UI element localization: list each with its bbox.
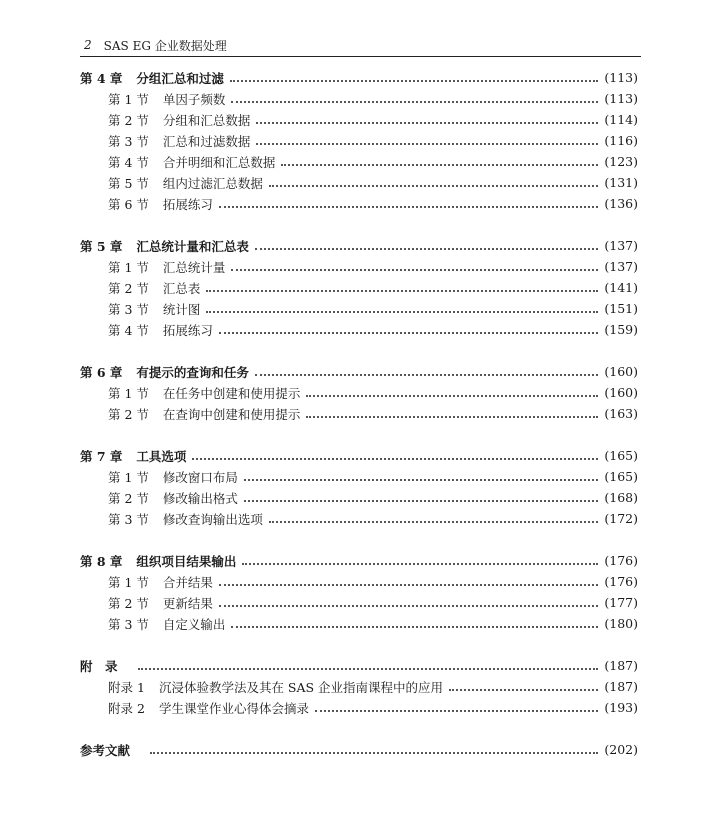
- toc-section-entry[interactable]: [80, 193, 638, 214]
- toc-section-entry[interactable]: [80, 508, 638, 529]
- dot-leader: [256, 122, 598, 124]
- dot-leader: [192, 458, 598, 460]
- toc-entry-number: 第 1 节: [108, 91, 149, 107]
- toc-spacer: [80, 634, 638, 655]
- dot-leader: [231, 626, 598, 628]
- toc-spacer: [80, 718, 638, 739]
- toc-entry-title: 汇总统计量和汇总表: [136, 238, 249, 254]
- toc-entry-number: 附录 1: [108, 679, 145, 695]
- toc-entry-number: 第 3 节: [108, 511, 149, 527]
- toc-entry-title: 学生课堂作业心得体会摘录: [158, 700, 309, 716]
- toc-entry-number: 第 6 章: [80, 364, 123, 380]
- toc-entry-number: 第 1 节: [108, 574, 149, 590]
- toc-entry-page: (123): [604, 154, 638, 169]
- dot-leader: [255, 248, 598, 250]
- dot-leader: [256, 143, 598, 145]
- dot-leader: [449, 689, 598, 691]
- toc-entry-page: (193): [604, 700, 638, 715]
- toc-entry-number: 第 6 节: [108, 196, 149, 212]
- toc-entry-number: 第 2 节: [108, 280, 149, 296]
- toc-entry-page: (163): [604, 406, 638, 421]
- dot-leader: [242, 563, 598, 565]
- toc-entry-page: (168): [604, 490, 638, 505]
- dot-leader: [231, 101, 598, 103]
- toc-entry-page: (165): [604, 469, 638, 484]
- toc-entry-page: (159): [604, 322, 638, 337]
- toc-entry-title: 汇总统计量: [162, 259, 226, 275]
- table-of-contents: [80, 67, 638, 760]
- page-number: 2: [84, 38, 92, 52]
- toc-spacer: [80, 214, 638, 235]
- toc-entry-number: 第 5 节: [108, 175, 149, 191]
- toc-entry-page: (113): [604, 91, 638, 106]
- toc-entry-number: 第 3 节: [108, 301, 149, 317]
- toc-entry-title: 合并明细和汇总数据: [162, 154, 276, 170]
- toc-entry-title: 有提示的查询和任务: [136, 364, 249, 380]
- dot-leader: [244, 479, 598, 481]
- toc-entry-title: 合并结果: [162, 574, 213, 590]
- toc-entry-title: 沉浸体验教学法及其在 SAS 企业指南课程中的应用: [158, 679, 444, 695]
- toc-entry-number: 参考文献: [80, 742, 131, 758]
- toc-section-entry[interactable]: [80, 676, 638, 697]
- toc-entry-title: 拓展练习: [162, 196, 213, 212]
- toc-entry-page: (137): [604, 259, 638, 274]
- toc-entry-page: (113): [604, 70, 638, 85]
- toc-entry-page: (160): [604, 364, 638, 379]
- toc-entry-number: 第 7 章: [80, 448, 123, 464]
- toc-entry-title: 工具选项: [136, 448, 187, 464]
- toc-section-entry[interactable]: [80, 487, 638, 508]
- dot-leader: [306, 395, 598, 397]
- dot-leader: [244, 500, 598, 502]
- dot-leader: [281, 164, 598, 166]
- dot-leader: [206, 311, 598, 313]
- toc-entry-number: 第 1 节: [108, 259, 149, 275]
- toc-chapter-entry[interactable]: [80, 550, 638, 571]
- toc-section-entry[interactable]: [80, 277, 638, 298]
- toc-spacer: [80, 424, 638, 445]
- toc-entry-page: (136): [604, 196, 638, 211]
- dot-leader: [206, 290, 598, 292]
- toc-chapter-entry[interactable]: [80, 655, 638, 676]
- toc-entry-title: 汇总和过滤数据: [162, 133, 251, 149]
- book-title: SAS EG 企业数据处理: [103, 38, 227, 53]
- toc-entry-number: 第 2 节: [108, 406, 149, 422]
- toc-section-entry[interactable]: [80, 109, 638, 130]
- toc-entry-number: 第 8 章: [80, 553, 123, 569]
- toc-chapter-entry[interactable]: [80, 235, 638, 256]
- toc-entry-page: (176): [604, 553, 638, 568]
- toc-chapter-entry[interactable]: [80, 67, 638, 88]
- toc-entry-title: 修改窗口布局: [162, 469, 238, 485]
- toc-chapter-entry[interactable]: [80, 361, 638, 382]
- dot-leader: [269, 185, 598, 187]
- toc-section-entry[interactable]: [80, 613, 638, 634]
- toc-entry-number: 第 2 节: [108, 490, 149, 506]
- toc-entry-page: (172): [604, 511, 638, 526]
- dot-leader: [315, 710, 598, 712]
- toc-section-entry[interactable]: [80, 466, 638, 487]
- toc-entry-number: 第 3 节: [108, 133, 149, 149]
- dot-leader: [138, 668, 599, 670]
- toc-spacer: [80, 340, 638, 361]
- toc-entry-title: 在任务中创建和使用提示: [162, 385, 301, 401]
- toc-entry-number: 第 2 节: [108, 112, 149, 128]
- toc-entry-title: 修改查询输出选项: [162, 511, 263, 527]
- toc-entry-title: 统计图: [162, 301, 201, 317]
- dot-leader: [255, 374, 598, 376]
- toc-entry-page: (131): [604, 175, 638, 190]
- header-rule: [80, 56, 641, 57]
- toc-entry-page: (176): [604, 574, 638, 589]
- toc-entry-page: (187): [604, 679, 638, 694]
- toc-section-entry[interactable]: [80, 319, 638, 340]
- toc-entry-title: 分组汇总和过滤: [136, 70, 224, 86]
- toc-section-entry[interactable]: [80, 298, 638, 319]
- toc-entry-page: (180): [604, 616, 638, 631]
- toc-chapter-entry[interactable]: [80, 445, 638, 466]
- toc-entry-page: (151): [604, 301, 638, 316]
- toc-entry-page: (141): [604, 280, 638, 295]
- toc-section-entry[interactable]: [80, 592, 638, 613]
- toc-entry-title: 组内过滤汇总数据: [162, 175, 263, 191]
- dot-leader: [231, 269, 598, 271]
- dot-leader: [219, 605, 598, 607]
- toc-section-entry[interactable]: [80, 172, 638, 193]
- toc-section-entry[interactable]: [80, 256, 638, 277]
- toc-entry-number: 第 4 章: [80, 70, 123, 86]
- toc-entry-title: 拓展练习: [162, 322, 213, 338]
- toc-entry-title: 组织项目结果输出: [136, 553, 237, 569]
- toc-chapter-entry[interactable]: [80, 739, 638, 760]
- toc-entry-number: 附录 2: [108, 700, 145, 716]
- toc-entry-page: (202): [604, 742, 638, 757]
- toc-entry-title: 单因子频数: [162, 91, 226, 107]
- dot-leader: [269, 521, 598, 523]
- toc-entry-number: 附 录: [80, 658, 118, 674]
- toc-section-entry[interactable]: [80, 130, 638, 151]
- toc-entry-title: 在查询中创建和使用提示: [162, 406, 301, 422]
- toc-entry-page: (177): [604, 595, 638, 610]
- toc-entry-title: 自定义输出: [162, 616, 226, 632]
- dot-leader: [219, 332, 598, 334]
- toc-entry-title: 更新结果: [162, 595, 213, 611]
- dot-leader: [306, 416, 598, 418]
- toc-entry-title: 汇总表: [162, 280, 201, 296]
- toc-section-entry[interactable]: [80, 697, 638, 718]
- dot-leader: [150, 752, 598, 754]
- toc-entry-page: (165): [604, 448, 638, 463]
- dot-leader: [230, 80, 598, 82]
- toc-section-entry[interactable]: [80, 151, 638, 172]
- dot-leader: [219, 584, 598, 586]
- toc-entry-number: 第 5 章: [80, 238, 123, 254]
- toc-entry-page: (116): [604, 133, 638, 148]
- toc-section-entry[interactable]: [80, 88, 638, 109]
- dot-leader: [219, 206, 598, 208]
- running-header: [84, 34, 639, 56]
- toc-entry-number: 第 4 节: [108, 322, 149, 338]
- toc-entry-page: (160): [604, 385, 638, 400]
- toc-entry-number: 第 2 节: [108, 595, 149, 611]
- toc-entry-number: 第 4 节: [108, 154, 149, 170]
- toc-entry-title: 修改输出格式: [162, 490, 238, 506]
- toc-section-entry[interactable]: [80, 571, 638, 592]
- toc-entry-page: (114): [604, 112, 638, 127]
- toc-entry-page: (187): [604, 658, 638, 673]
- toc-entry-page: (137): [604, 238, 638, 253]
- toc-entry-title: 分组和汇总数据: [162, 112, 251, 128]
- toc-entry-number: 第 3 节: [108, 616, 149, 632]
- toc-section-entry[interactable]: [80, 403, 638, 424]
- toc-spacer: [80, 529, 638, 550]
- toc-entry-number: 第 1 节: [108, 385, 149, 401]
- toc-entry-number: 第 1 节: [108, 469, 149, 485]
- toc-section-entry[interactable]: [80, 382, 638, 403]
